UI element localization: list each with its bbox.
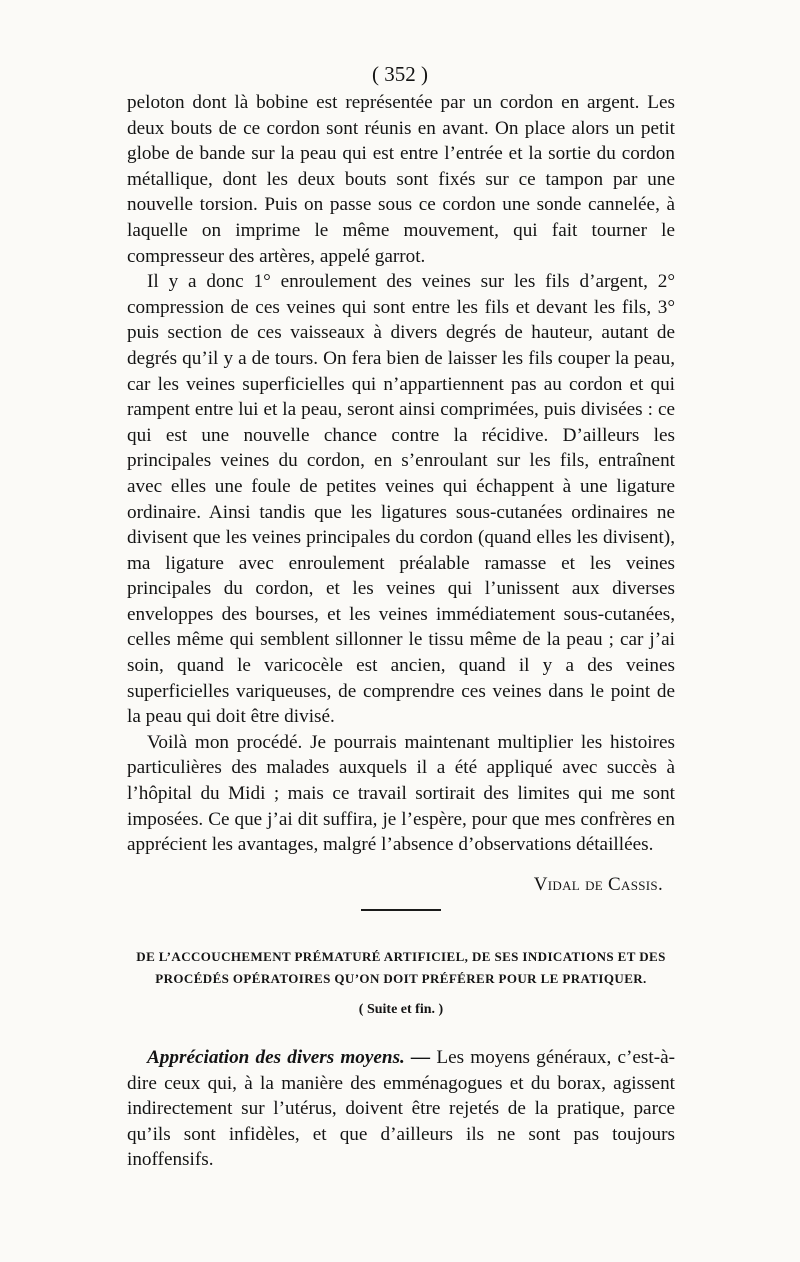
section-divider	[361, 909, 441, 911]
section-heading: Appréciation des divers moyens. —	[147, 1047, 431, 1068]
article-title: DE L’ACCOUCHEMENT PRÉMATURÉ ARTIFICIEL, DE SES INDICATIONS ET DES PROCÉDÉS OPÉRATOIRES QU’ON DOIT PRÉFÉRER POUR LE PRATIQUER.	[136, 949, 666, 987]
paragraph-1: peloton dont là bobine est représentée par un cordon en argent. Les deux bouts de ce cordon sont réunis en avant. On place alors un petit globe de bande sur la peau qui est entre l’entrée et la sortie du cordon métallique, dont les deux bouts sont fixés sur ce tampon par une nouvelle torsion. Puis on passe sous ce cordon une sonde cannelée, à laquelle on imprime le même mouvement, qui fait tourner le compresseur des artères, appelé garrot.	[127, 92, 675, 267]
author-signature: Vidal de Cassis.	[533, 873, 663, 895]
page-number: ( 352 )	[372, 62, 428, 86]
paragraph-2: Il y a donc 1° enroulement des veines sur les fils d’argent, 2° compression de ces veines qui sont entre les fils et devant les fils, 3° puis section de ces vaisseaux à divers degrés de hauteur, autant de degrés qu’il y a de tours. On fera bien de laisser les fils couper la peau, car les veines superficielles qui n’appartiennent pas au cordon et qui rampent entre lui et la peau, seront ainsi comprimées, puis divisées : ce qui est une nouvelle chance contre la récidive. D’ailleurs les principales veines du cordon, en s’enroulant sur les fils, entraînent avec elles une foule de petites veines qui échappent à une ligature ordinaire. Ainsi tandis que les ligatures sous-cutanées ordinaires ne divisent que les veines principales du cordon (quand elles les divisent), ma ligature avec enroulement préalable ramasse et les veines principales du cordon, et les veines qui l’unissent aux diverses enveloppes des bourses, et les veines immédiatement sous-cutanées, celles même qui semblent sillonner le tissu même de la peau ; car j’ai soin, quand le varicocèle est ancien, quand il y a des veines superficielles variqueuses, de comprendre ces veines dans le point de la peau qui doit être divisé.	[127, 271, 675, 728]
section-text: Les moyens généraux, c’est-à-dire ceux qui, à la manière des emménagogues et du borax, agissent indirectement sur l’utérus, doivent être rejetés de la pratique, parce qu’ils sont infidèles, et que d’ailleurs ils ne sont pas toujours inoffensifs.	[127, 1047, 675, 1171]
paragraph-3: Voilà mon procédé. Je pourrais maintenant multiplier les histoires particulières des malades auxquels il a été appliqué avec succès à l’hôpital du Midi ; mais ce travail sortirait des limites qui me sont imposées. Ce que j’ai dit suffira, je l’espère, pour que mes confrères en apprécient les avantages, malgré l’absence d’observations détaillées.	[127, 731, 675, 856]
body-text	[127, 90, 675, 1173]
article-subtitle: ( Suite et fin. )	[358, 1002, 444, 1018]
paragraph-4	[127, 1045, 675, 1173]
